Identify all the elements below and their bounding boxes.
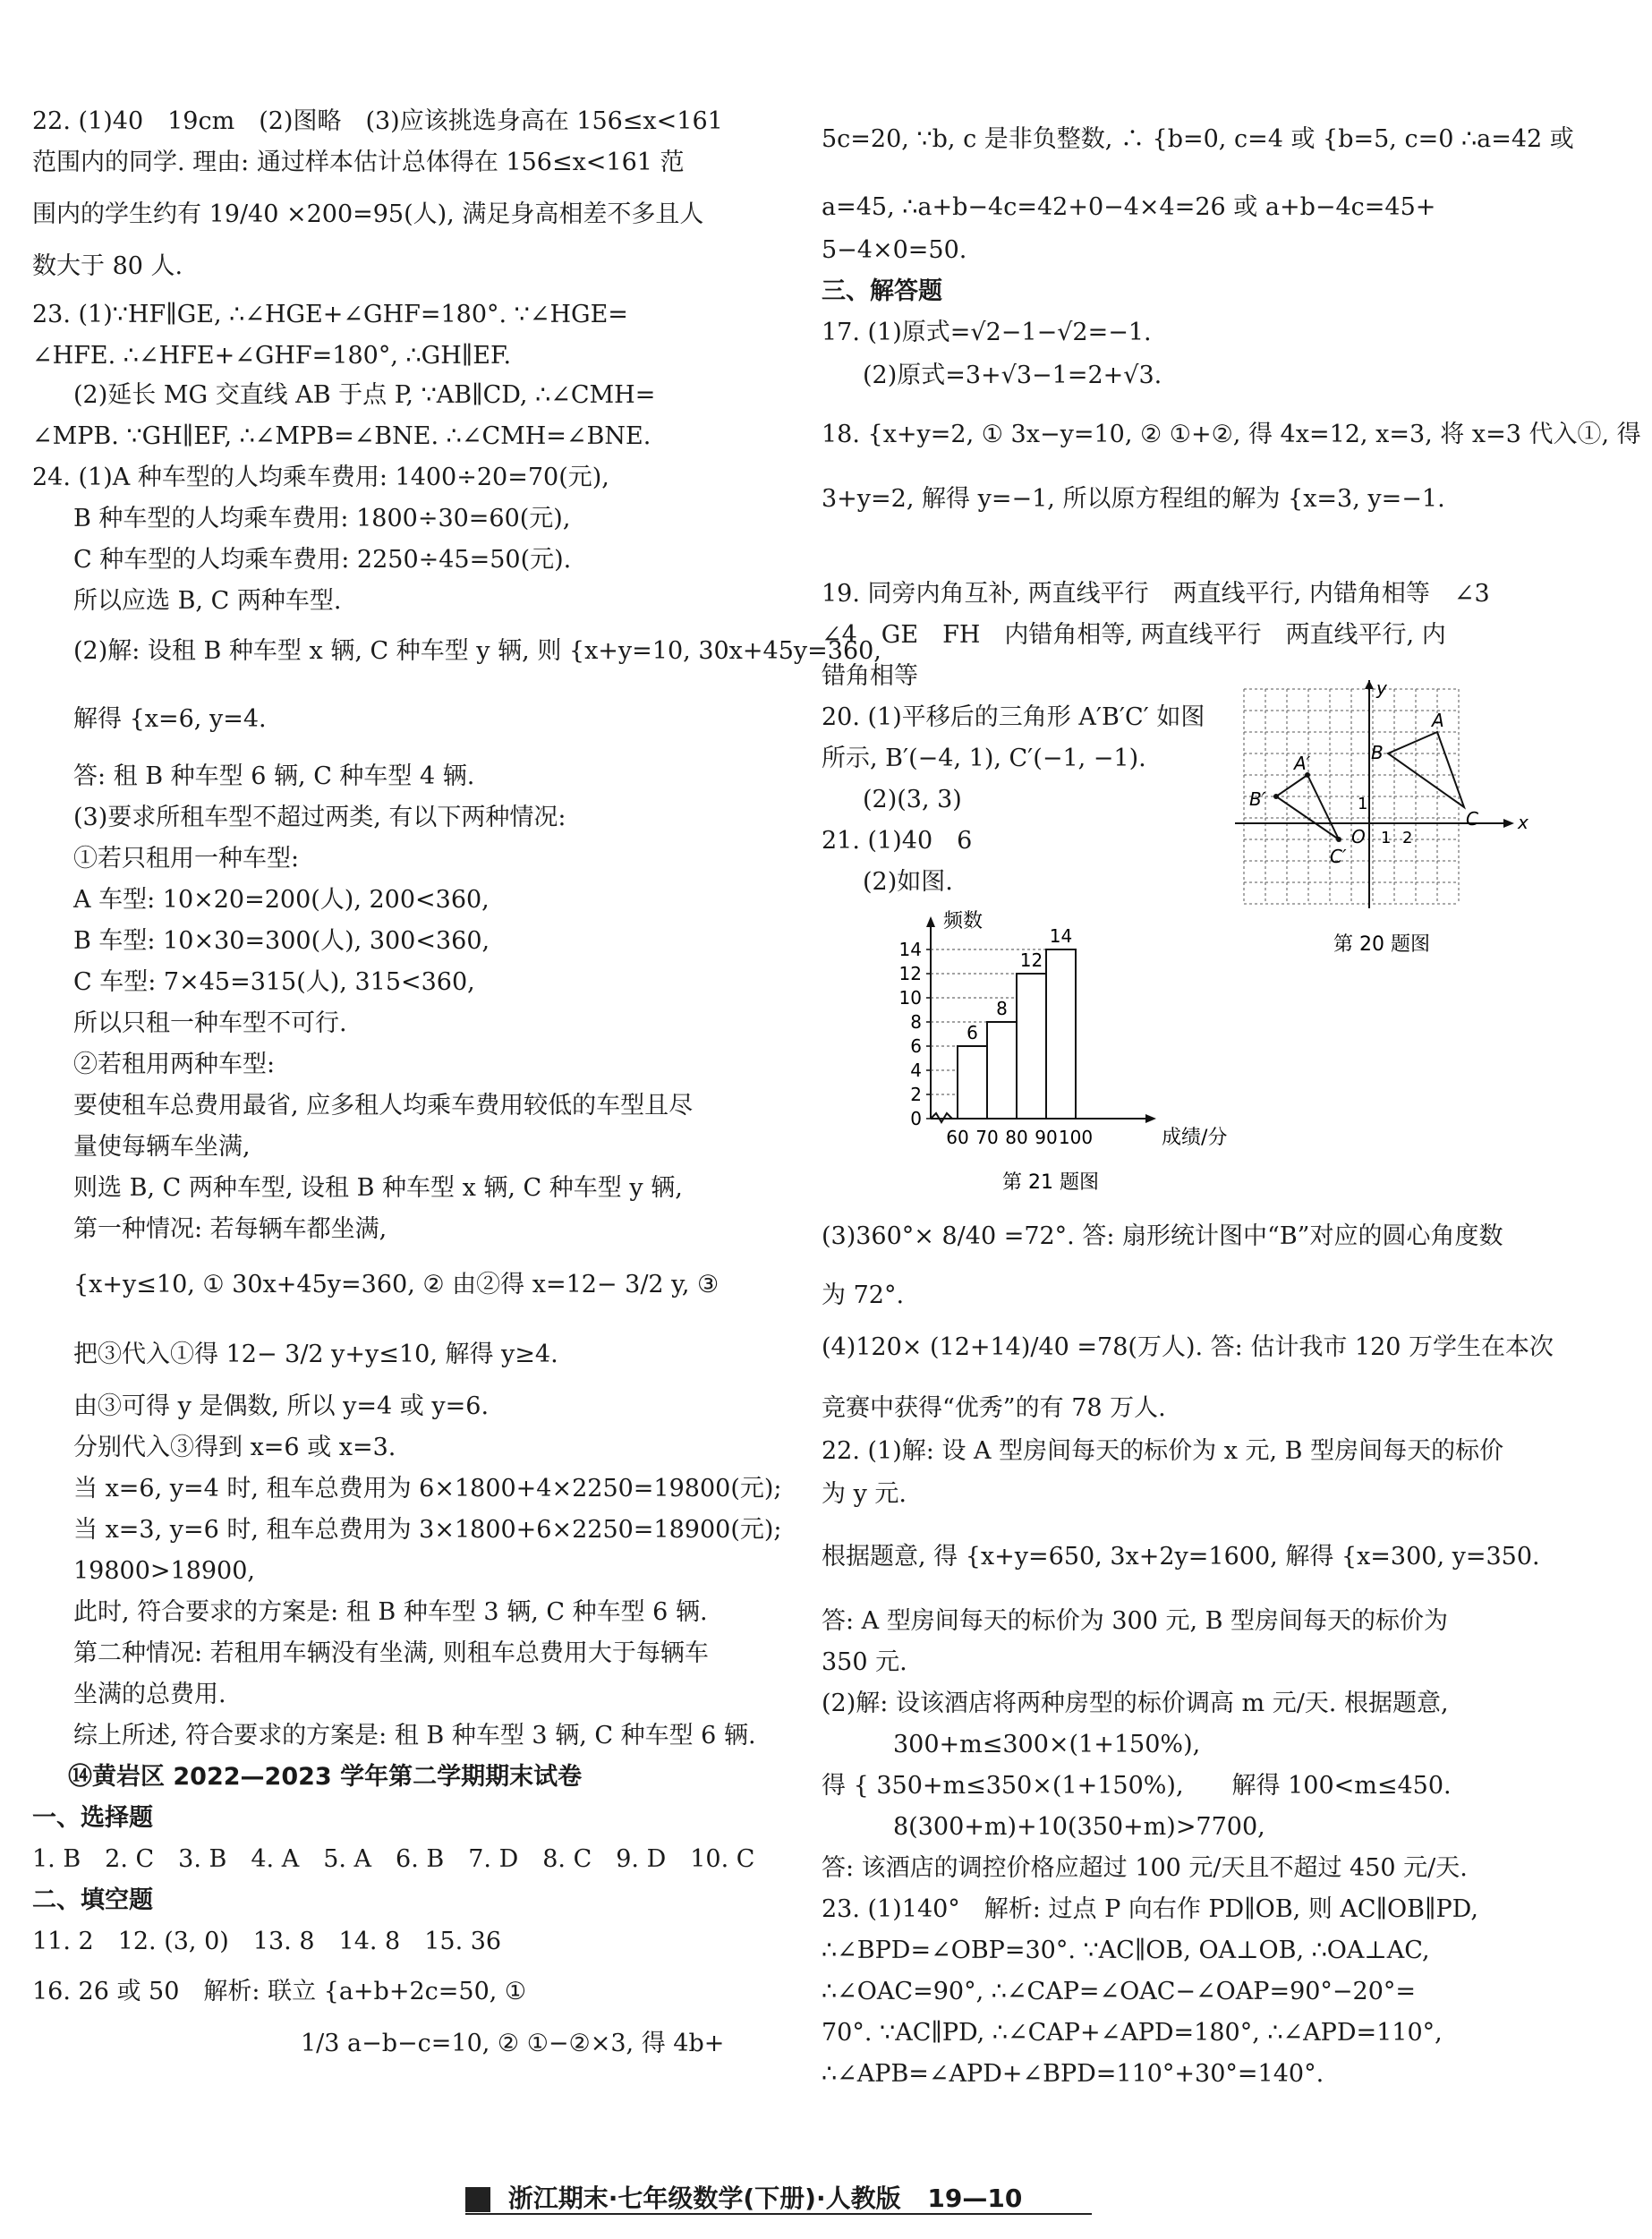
text-line: 所以只租一种车型不可行. [73,1009,347,1037]
text-line: 范围内的同学. 理由: 通过样本估计总体得在 156≤x<161 范 [32,149,685,176]
text-line: 根据题意, 得 {x+y=650, 3x+2y=1600, 解得 {x=300, y=350. [822,1543,1540,1571]
text-line: (2)(3, 3) [863,786,962,813]
label-b1: B′ [1249,788,1266,810]
text-line: 3+y=2, 解得 y=−1, 所以原方程组的解为 {x=3, y=−1. [822,485,1445,513]
text-line: 70°. ∵AC∥PD, ∴∠CAP+∠APD=180°, ∴∠APD=110°, [822,2019,1443,2047]
x-tick-label: 70 [975,1127,999,1148]
text-line: ∠4 GE FH 内错角相等, 两直线平行 两直线平行, 内 [822,621,1446,649]
footer-title: 浙江期末·七年级数学(下册)·人教版 [507,2184,901,2213]
text-line: 为 72°. [822,1281,905,1309]
text-line: 综上所述, 符合要求的方案是: 租 B 种车型 3 辆, C 种车型 6 辆. [73,1722,756,1749]
text-line: B 种车型的人均乘车费用: 1800÷30=60(元), [73,505,571,532]
text-line: 为 y 元. [822,1480,907,1508]
text-line: 错角相等 [822,662,918,690]
chart-caption: 第 21 题图 [1002,1171,1099,1194]
text-line: 23. (1)∵HF∥GE, ∴∠HGE+∠GHF=180°. ∵∠HGE= [32,301,628,328]
footer-mark-icon [465,2187,490,2212]
point-b1 [1273,794,1279,799]
text-line: 20. (1)平移后的三角形 A′B′C′ 如图 [822,703,1205,731]
x-tick-label: 80 [1005,1127,1028,1148]
x-axis-arrow-icon [1503,819,1514,828]
text-line: 此时, 符合要求的方案是: 租 B 种车型 3 辆, C 种车型 6 辆. [73,1598,708,1626]
text-line: (4)120× (12+14)/40 =78(万人). 答: 估计我市 120 万学生在本次 [822,1333,1554,1361]
histogram-bar [958,1046,987,1119]
text-line: 8(300+m)+10(350+m)>7700, [893,1813,1265,1841]
text-line: 答: 租 B 种车型 6 辆, C 种车型 4 辆. [73,762,475,790]
y-tick-label: 12 [898,963,922,984]
text-line: (3)要求所租车型不超过两类, 有以下两种情况: [73,804,566,831]
histogram-bar [1017,974,1046,1119]
x-tick-label: 90 [1035,1127,1058,1148]
figure-21-histogram [859,904,1228,1208]
text-line: (3)360°× 8/40 =72°. 答: 扇形统计图中“B”对应的圆心角度数 [822,1222,1503,1250]
text-line: ∠HFE. ∴∠HFE+∠GHF=180°, ∴GH∥EF. [32,342,512,370]
label-a1: A′ [1294,753,1311,774]
text-line: 24. (1)A 种车型的人均乘车费用: 1400÷20=70(元), [32,464,609,491]
text-line: 16. 26 或 50 解析: 联立 {a+b+2c=50, ① [32,1978,527,2005]
y-tick-label: 10 [898,987,922,1009]
text-line: 当 x=6, y=4 时, 租车总费用为 6×1800+4×2250=19800(元); [73,1475,782,1503]
text-line: (2)解: 设该酒店将两种房型的标价调高 m 元/天. 根据题意, [822,1690,1449,1717]
text-line: 数大于 80 人. [32,252,183,280]
y-tick-label: 4 [910,1060,922,1081]
text-line: 5−4×0=50. [822,236,967,264]
histogram-bar [987,1022,1017,1119]
text-line: 围内的学生约有 19/40 ×200=95(人), 满足身高相差不多且人 [32,200,704,228]
bar-value-label: 14 [1049,925,1073,947]
text-line: 分别代入③得到 x=6 或 x=3. [73,1434,396,1461]
text-line: 18. {x+y=2, ① 3x−y=10, ② ①+②, 得 4x=12, x=3, 将 x=3 代入①, 得 [822,421,1641,448]
text-line: ①若只租用一种车型: [73,845,300,873]
text-line: 答: 该酒店的调控价格应超过 100 元/天且不超过 450 元/天. [822,1854,1468,1882]
histogram-bar [1046,949,1076,1119]
y-tick-label: 0 [910,1108,922,1129]
x-axis-label: x [1518,812,1529,833]
text-line: 300+m≤300×(1+150%), [893,1731,1201,1758]
text-line: ∴∠APB=∠APD+∠BPD=110°+30°=140°. [822,2060,1324,2088]
section-heading: 一、选择题 [32,1804,153,1832]
bar-value-label: 12 [1019,949,1043,971]
text-line: A 车型: 10×20=200(人), 200<360, [73,886,490,914]
text-line: 22. (1)解: 设 A 型房间每天的标价为 x 元, B 型房间每天的标价 [822,1437,1504,1465]
text-line: {x+y≤10, ① 30x+45y=360, ② 由②得 x=12− 3/2 y, ③ [73,1271,720,1298]
text-line: 所以应选 B, C 两种车型. [73,587,342,615]
text-line: (2)原式=3+√3−1=2+√3. [863,362,1162,389]
text-line: ②若租用两种车型: [73,1051,276,1078]
text-line: 1/3 a−b−c=10, ② ①−②×3, 得 4b+ [301,2030,725,2057]
text-line: ∠MPB. ∵GH∥EF, ∴∠MPB=∠BNE. ∴∠CMH=∠BNE. [32,422,651,450]
label-b: B [1371,742,1384,763]
x-tick-label: 100 [1058,1127,1094,1148]
text-line: 第二种情况: 若租用车辆没有坐满, 则租车总费用大于每辆车 [73,1639,709,1667]
text-line: 所示, B′(−4, 1), C′(−1, −1). [822,745,1146,772]
y-axis-title: 频数 [943,910,984,932]
text-line: 得 { 350+m≤350×(1+150%), 解得 100<m≤450. [822,1772,1452,1800]
text-line: 竞赛中获得“优秀”的有 78 万人. [822,1394,1166,1422]
footer-rule [465,2213,1092,2215]
x-axis-arrow-icon [1145,1114,1156,1123]
choice-answers: 1. B 2. C 3. B 4. A 5. A 6. B 7. D 8. C 9. D 10. C [32,1845,755,1873]
x-axis-title: 成绩/分 [1162,1127,1228,1149]
text-line: C 车型: 7×45=315(人), 315<360, [73,968,475,996]
y-tick-label: 8 [910,1011,922,1033]
text-line: 19800>18900, [73,1557,255,1585]
text-line: ∴∠BPD=∠OBP=30°. ∵AC∥OB, OA⊥OB, ∴OA⊥AC, [822,1937,1430,1964]
label-a: A [1432,710,1444,731]
figure-caption: 第 20 题图 [1333,933,1430,956]
origin-label: O [1351,826,1366,847]
fill-answers: 11. 2 12. (3, 0) 13. 8 14. 8 15. 36 [32,1928,502,1955]
text-line: 则选 B, C 两种车型, 设租 B 种车型 x 辆, C 种车型 y 辆, [73,1174,683,1202]
text-line: 量使每辆车坐满, [73,1133,251,1161]
x-tick-2: 2 [1402,829,1413,847]
bar-value-label: 8 [996,998,1008,1019]
label-c1: C′ [1330,846,1347,867]
y-axis-arrow-icon [926,916,935,927]
text-line: 21. (1)40 6 [822,827,973,855]
text-line: 把③代入①得 12− 3/2 y+y≤10, 解得 y≥4. [73,1341,558,1368]
text-line: 5c=20, ∵b, c 是非负整数, ∴ {b=0, c=4 或 {b=5, c=0 ∴a=42 或 [822,125,1574,153]
text-line: C 种车型的人均乘车费用: 2250÷45=50(元). [73,546,572,574]
text-line: ∴∠OAC=90°, ∴∠CAP=∠OAC−∠OAP=90°−20°= [822,1978,1417,2005]
x-tick-label: 60 [946,1127,969,1148]
text-line: 23. (1)140° 解析: 过点 P 向右作 PD∥OB, 则 AC∥OB∥PD, [822,1895,1478,1923]
text-line: B 车型: 10×30=300(人), 300<360, [73,927,490,955]
text-line: (2)如图. [863,868,953,896]
page-footer [465,2179,1181,2215]
y-tick-label: 6 [910,1035,922,1057]
triangle-abc [1388,732,1464,807]
text-line: 22. (1)40 19cm (2)图略 (3)应该挑选身高在 156≤x<161 [32,107,723,135]
x-tick-1: 1 [1381,829,1392,847]
y-axis-arrow-icon [1365,680,1374,689]
text-line: (2)延长 MG 交直线 AB 于点 P, ∵AB∥CD, ∴∠CMH= [73,381,656,409]
text-line: 350 元. [822,1648,907,1676]
section-heading: 二、填空题 [32,1886,153,1914]
point-c1 [1336,837,1341,842]
text-line: 当 x=3, y=6 时, 租车总费用为 3×1800+6×2250=18900(元); [73,1516,782,1544]
exam-title: ⑭黄岩区 2022—2023 学年第二学期期末试卷 [68,1763,583,1791]
y-axis-label: y [1376,677,1387,699]
text-line: 第一种情况: 若每辆车都坐满, [73,1215,387,1243]
section-heading: 三、解答题 [822,277,942,305]
text-line: a=45, ∴a+b−4c=42+0−4×4=26 或 a+b−4c=45+ [822,193,1436,221]
text-line: 17. (1)原式=√2−1−√2=−1. [822,319,1152,346]
label-c: C [1466,808,1478,830]
y-tick-label: 2 [910,1084,922,1105]
text-line: 19. 同旁内角互补, 两直线平行 两直线平行, 内错角相等 ∠3 [822,580,1490,608]
text-line: 坐满的总费用. [73,1681,226,1708]
y-tick-label: 14 [898,939,922,960]
page-number: 19—10 [927,2184,1023,2213]
bar-value-label: 6 [967,1022,978,1043]
y-tick-1: 1 [1358,795,1368,813]
text-line: 答: A 型房间每天的标价为 300 元, B 型房间每天的标价为 [822,1607,1449,1635]
text-line: 由③可得 y 是偶数, 所以 y=4 或 y=6. [73,1392,490,1420]
text-line: (2)解: 设租 B 种车型 x 辆, C 种车型 y 辆, 则 {x+y=10, 30x+45y=360, [73,637,881,665]
figure-20-coordinate-grid [1235,677,1557,958]
text-line: 要使租车总费用最省, 应多租人均乘车费用较低的车型且尽 [73,1092,694,1120]
text-line: 解得 {x=6, y=4. [73,705,267,733]
